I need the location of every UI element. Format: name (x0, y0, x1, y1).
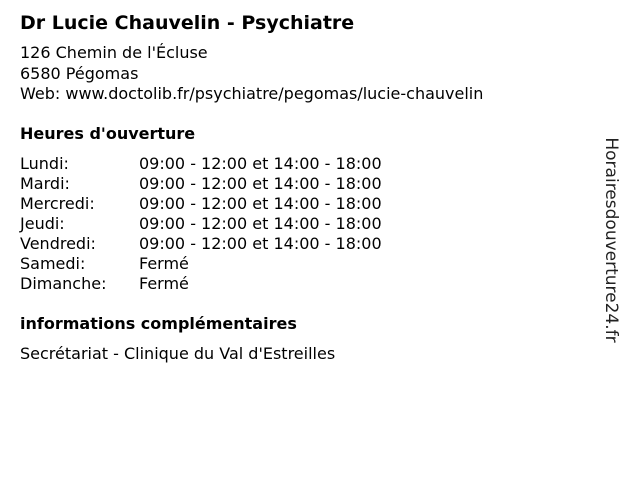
hours-time: 09:00 - 12:00 et 14:00 - 18:00 (139, 214, 382, 233)
hours-day: Vendredi: (20, 234, 96, 253)
hours-time: 09:00 - 12:00 et 14:00 - 18:00 (139, 194, 382, 213)
hours-day: Dimanche: (20, 274, 107, 293)
hours-time: 09:00 - 12:00 et 14:00 - 18:00 (139, 234, 382, 253)
hours-day: Jeudi: (20, 214, 65, 233)
hours-day: Samedi: (20, 254, 86, 273)
hours-time: 09:00 - 12:00 et 14:00 - 18:00 (139, 154, 382, 173)
opening-hours-heading: Heures d'ouverture (20, 124, 196, 143)
additional-info-heading: informations complémentaires (20, 314, 297, 333)
street-address: 126 Chemin de l'Écluse (20, 43, 208, 62)
page-title: Dr Lucie Chauvelin - Psychiatre (20, 12, 355, 34)
watermark: Horairesdouverture24.fr (601, 137, 621, 343)
website-text: Web: www.doctolib.fr/psychiatre/pegomas/lucie-chauvelin (20, 84, 484, 103)
address-block (20, 43, 483, 105)
hours-day: Mercredi: (20, 194, 95, 213)
hours-time: Fermé (139, 274, 189, 293)
additional-info-text: Secrétariat - Clinique du Val d'Estreilles (20, 344, 336, 363)
hours-time: Fermé (139, 254, 189, 273)
city-address: 6580 Pégomas (20, 63, 139, 83)
hours-day: Mardi: (20, 174, 70, 193)
hours-day: Lundi: (20, 154, 69, 173)
hours-time: 09:00 - 12:00 et 14:00 - 18:00 (139, 174, 382, 193)
